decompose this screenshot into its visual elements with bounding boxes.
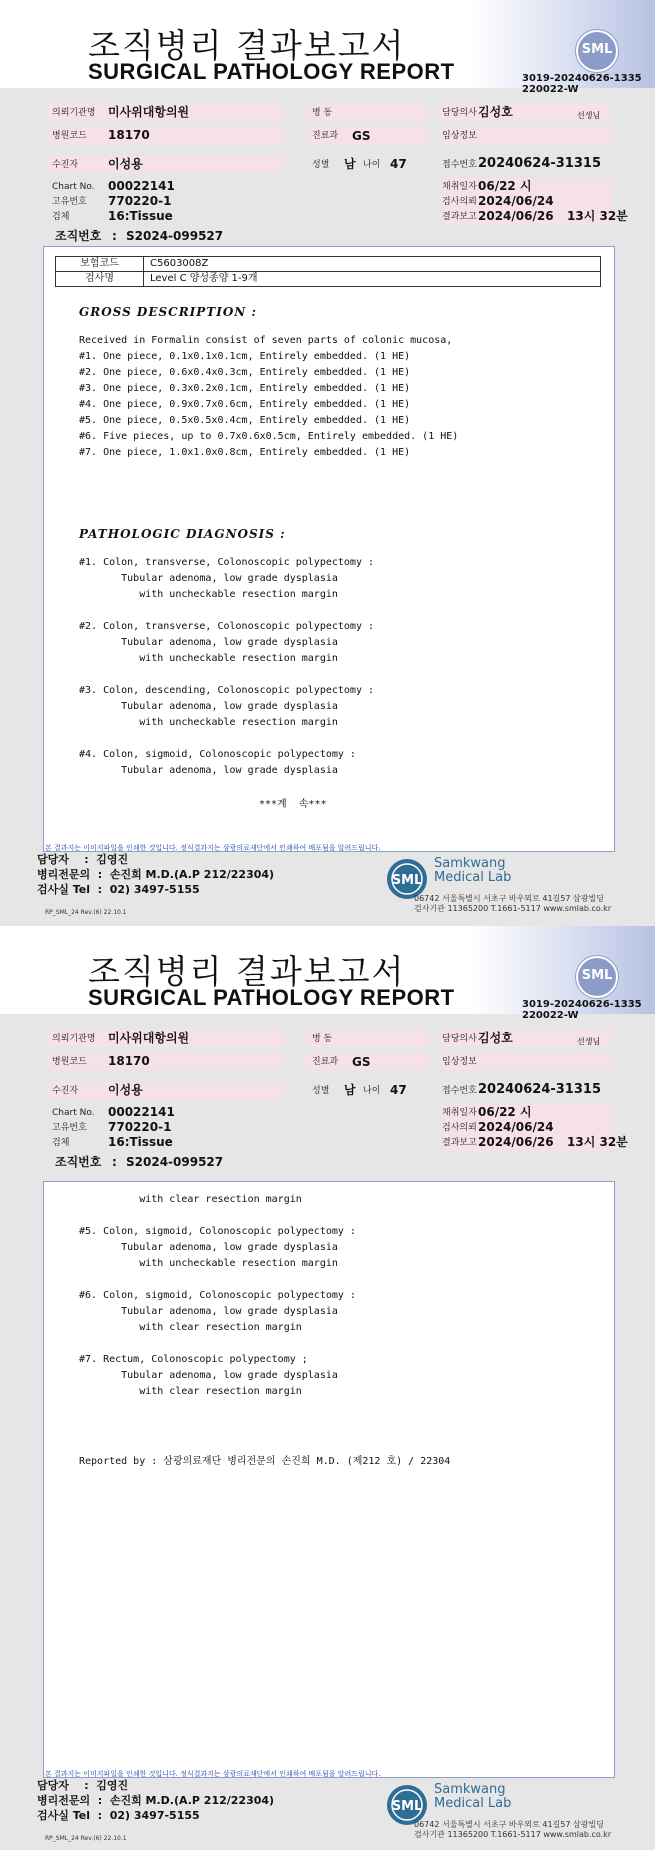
title-korean: 조직병리 결과보고서 bbox=[88, 952, 406, 991]
doc-no-line-1: 3019-20240626-1335 bbox=[522, 999, 642, 1010]
label-age: 나이 bbox=[363, 160, 381, 170]
text-line: #5. Colon, sigmoid, Colonoscopic polypectomy : bbox=[79, 1226, 356, 1237]
text-line: #5. One piece, 0.5x0.5x0.4cm, Entirely embedded. (1 HE) bbox=[79, 415, 411, 426]
logo-text: SML bbox=[581, 968, 613, 983]
diagnosis-text-continued bbox=[79, 1192, 356, 1400]
reported-by: Reported by : 삼광의료재단 병리전문의 손진희 M.D. (제212 호) / 22304 bbox=[79, 1456, 451, 1467]
pill-patient bbox=[45, 1082, 285, 1099]
text-line: #1. Colon, transverse, Colonoscopic polypectomy : bbox=[79, 557, 375, 568]
lab-address: 06742 서울특별시 서초구 바우뫼로 41길57 삼광빌딩 검사기관 11365200 T.1661-5117 www.smlab.co.kr bbox=[414, 894, 612, 913]
sml-logo-text: SML bbox=[391, 1799, 423, 1814]
text-line: with clear resection margin bbox=[79, 1386, 302, 1397]
result-time-value: 13시 32분 bbox=[567, 209, 628, 223]
text-line: Tubular adenoma, low grade dysplasia bbox=[79, 573, 338, 584]
request-date-value: 2024/06/24 bbox=[478, 194, 554, 208]
label-age: 나이 bbox=[363, 1086, 381, 1096]
label-receipt: 접수번호 bbox=[442, 160, 477, 170]
text-line: with uncheckable resection margin bbox=[79, 653, 338, 664]
result-date-value: 2024/06/26 bbox=[478, 209, 554, 223]
specimen-value: 16:Tissue bbox=[108, 209, 173, 223]
unique-no-value: 770220-1 bbox=[108, 1120, 172, 1134]
label-patient: 수진자 bbox=[52, 1086, 79, 1096]
text-line: with clear resection margin bbox=[79, 1194, 302, 1205]
doctor-value: 김성호 bbox=[478, 1031, 513, 1045]
specimen-value: 16:Tissue bbox=[108, 1135, 173, 1149]
text-line: #4. One piece, 0.9x0.7x0.6cm, Entirely embedded. (1 HE) bbox=[79, 399, 411, 410]
tissue-colon: : bbox=[112, 1155, 117, 1169]
text-line bbox=[79, 1272, 356, 1288]
chart-no-value: 00022141 bbox=[108, 179, 175, 193]
institution-value: 미사위대항의원 bbox=[108, 105, 190, 119]
text-line: Tubular adenoma, low grade dysplasia bbox=[79, 1370, 338, 1381]
receipt-no-value: 20240624-31315 bbox=[478, 1082, 601, 1097]
result-time-value: 13시 32분 bbox=[567, 1135, 628, 1149]
label-sex: 성별 bbox=[312, 1086, 330, 1096]
chart-no-value: 00022141 bbox=[108, 1105, 175, 1119]
insurance-table bbox=[55, 256, 601, 287]
result-date-value: 2024/06/26 bbox=[478, 1135, 554, 1149]
label-collect: 채취일자 bbox=[442, 1108, 477, 1118]
label-ward: 병 동 bbox=[312, 1034, 333, 1044]
label-doctor: 담당의사 bbox=[442, 1034, 477, 1044]
text-line bbox=[79, 1336, 356, 1352]
gross-description bbox=[79, 333, 458, 461]
insurance-code-label: 보험코드 bbox=[56, 257, 144, 272]
document-number bbox=[522, 999, 642, 1021]
label-dept: 진료과 bbox=[312, 1057, 339, 1067]
table-row bbox=[56, 257, 601, 272]
label-hospital-code: 병원코드 bbox=[52, 131, 87, 141]
label-result: 결과보고 bbox=[442, 1138, 477, 1148]
label-hospital-code: 병원코드 bbox=[52, 1057, 87, 1067]
collect-date-value: 06/22 시 bbox=[478, 1105, 532, 1119]
label-doctor: 담당의사 bbox=[442, 108, 477, 118]
text-line bbox=[79, 603, 374, 619]
footer-note: 본 결과지는 이미지파일을 인쇄한 것입니다. 정식결과지는 삼광의료재단에서 인쇄하여 배포됨을 알려드립니다. bbox=[45, 1770, 381, 1778]
text-line: Tubular adenoma, low grade dysplasia bbox=[79, 701, 338, 712]
collect-date-value: 06/22 시 bbox=[478, 179, 532, 193]
diagnosis-text bbox=[79, 555, 374, 779]
title-korean: 조직병리 결과보고서 bbox=[88, 26, 406, 65]
label-sex: 성별 bbox=[312, 160, 330, 170]
sex-value: 남 bbox=[344, 1083, 356, 1097]
text-line: Tubular adenoma, low grade dysplasia bbox=[79, 1306, 338, 1317]
text-line: Received in Formalin consist of seven parts of colonic mucosa, bbox=[79, 335, 453, 346]
text-line: #3. One piece, 0.3x0.2x0.1cm, Entirely embedded. (1 HE) bbox=[79, 383, 411, 394]
doctor-suffix: 선생님 bbox=[577, 111, 601, 120]
text-line: with uncheckable resection margin bbox=[79, 717, 338, 728]
document-number bbox=[522, 73, 642, 95]
unique-no-value: 770220-1 bbox=[108, 194, 172, 208]
doctor-value: 김성호 bbox=[478, 105, 513, 119]
text-line: Tubular adenoma, low grade dysplasia bbox=[79, 765, 338, 776]
text-line: with clear resection margin bbox=[79, 1322, 302, 1333]
text-line: #3. Colon, descending, Colonoscopic polypectomy : bbox=[79, 685, 375, 696]
pill-patient bbox=[45, 156, 285, 173]
logo-text: SML bbox=[581, 42, 613, 57]
sex-value: 남 bbox=[344, 157, 356, 171]
institution-value: 미사위대항의원 bbox=[108, 1031, 190, 1045]
lab-name-line-1: Samkwang bbox=[434, 856, 506, 871]
text-line: #2. Colon, transverse, Colonoscopic polypectomy : bbox=[79, 621, 375, 632]
text-line bbox=[79, 667, 374, 683]
lab-address: 06742 서울특별시 서초구 바우뫼로 41길57 삼광빌딩 검사기관 11365200 T.1661-5117 www.smlab.co.kr bbox=[414, 1820, 612, 1839]
doc-no-line-2: 220022-W bbox=[522, 1010, 579, 1021]
label-receipt: 접수번호 bbox=[442, 1086, 477, 1096]
revision-label: RP_SML_24 Rev.(6) 22.10.1 bbox=[45, 909, 127, 916]
label-result: 결과보고 bbox=[442, 212, 477, 222]
request-date-value: 2024/06/24 bbox=[478, 1120, 554, 1134]
label-institution: 의뢰기관명 bbox=[52, 1034, 96, 1044]
label-collect: 채취일자 bbox=[442, 182, 477, 192]
tissue-no-value: S2024-099527 bbox=[126, 229, 224, 243]
receipt-no-value: 20240624-31315 bbox=[478, 156, 601, 171]
tissue-colon: : bbox=[112, 229, 117, 243]
title-english: SURGICAL PATHOLOGY REPORT bbox=[88, 985, 455, 1010]
label-clinical: 임상정보 bbox=[442, 131, 477, 141]
gross-heading: GROSS DESCRIPTION : bbox=[79, 305, 257, 319]
label-request: 검사의뢰 bbox=[442, 197, 477, 207]
label-patient: 수진자 bbox=[52, 160, 79, 170]
report-body bbox=[43, 1181, 615, 1778]
test-name-value: Level C 양성종양 1-9개 bbox=[144, 272, 601, 287]
text-line bbox=[79, 1208, 356, 1224]
doc-no-line-1: 3019-20240626-1335 bbox=[522, 73, 642, 84]
label-ward: 병 동 bbox=[312, 108, 333, 118]
text-line: Tubular adenoma, low grade dysplasia bbox=[79, 1242, 338, 1253]
tissue-no-value: S2024-099527 bbox=[126, 1155, 224, 1169]
label-request: 검사의뢰 bbox=[442, 1123, 477, 1133]
staff-info: 담당자 : 김영진 병리전문의 : 손진희 M.D.(A.P 212/22304) 검사실 Tel : 02) 3497-5155 bbox=[37, 853, 275, 896]
staff-info: 담당자 : 김영진 병리전문의 : 손진희 M.D.(A.P 212/22304) 검사실 Tel : 02) 3497-5155 bbox=[37, 1779, 275, 1822]
text-line: with uncheckable resection margin bbox=[79, 589, 338, 600]
label-institution: 의뢰기관명 bbox=[52, 108, 96, 118]
text-line: #7. Rectum, Colonoscopic polypectomy ; bbox=[79, 1354, 308, 1365]
sml-logo-icon bbox=[576, 30, 618, 72]
diagnosis-heading: PATHOLOGIC DIAGNOSIS : bbox=[79, 527, 286, 541]
dept-value: GS bbox=[352, 129, 371, 143]
report-body bbox=[43, 246, 615, 852]
age-value: 47 bbox=[390, 1083, 407, 1097]
doc-no-line-2: 220022-W bbox=[522, 84, 579, 95]
report-page-1 bbox=[0, 0, 655, 924]
lab-name-line-2: Medical Lab bbox=[434, 870, 512, 885]
text-line: #2. One piece, 0.6x0.4x0.3cm, Entirely embedded. (1 HE) bbox=[79, 367, 411, 378]
hospital-code-value: 18170 bbox=[108, 128, 150, 142]
label-tissue: 조직번호 bbox=[55, 1155, 102, 1169]
dept-value: GS bbox=[352, 1055, 371, 1069]
label-chart: Chart No. bbox=[52, 1108, 95, 1118]
sml-logo-text: SML bbox=[391, 873, 423, 888]
lab-name-line-2: Medical Lab bbox=[434, 1796, 512, 1811]
title-english: SURGICAL PATHOLOGY REPORT bbox=[88, 59, 455, 84]
label-dept: 진료과 bbox=[312, 131, 339, 141]
text-line: #6. Five pieces, up to 0.7x0.6x0.5cm, Entirely embedded. (1 HE) bbox=[79, 431, 459, 442]
table-row bbox=[56, 272, 601, 287]
sml-logo-icon bbox=[576, 956, 618, 998]
continued-mark: ***계 속*** bbox=[259, 799, 327, 810]
label-unique: 고유번호 bbox=[52, 1123, 87, 1133]
patient-name-value: 이성용 bbox=[108, 1083, 143, 1097]
report-page-2 bbox=[0, 926, 655, 1850]
patient-name-value: 이성용 bbox=[108, 157, 143, 171]
lab-name-line-1: Samkwang bbox=[434, 1782, 506, 1797]
text-line bbox=[79, 731, 374, 747]
text-line: #7. One piece, 1.0x1.0x0.8cm, Entirely embedded. (1 HE) bbox=[79, 447, 411, 458]
label-tissue: 조직번호 bbox=[55, 229, 102, 243]
age-value: 47 bbox=[390, 157, 407, 171]
test-name-label: 검사명 bbox=[56, 272, 144, 287]
label-clinical: 임상정보 bbox=[442, 1057, 477, 1067]
text-line: Tubular adenoma, low grade dysplasia bbox=[79, 637, 338, 648]
revision-label: RP_SML_24 Rev.(6) 22.10.1 bbox=[45, 1835, 127, 1842]
insurance-code-value: C5603008Z bbox=[144, 257, 601, 272]
hospital-code-value: 18170 bbox=[108, 1054, 150, 1068]
doctor-suffix: 선생님 bbox=[577, 1037, 601, 1046]
text-line: #6. Colon, sigmoid, Colonoscopic polypectomy : bbox=[79, 1290, 356, 1301]
footer-note: 본 결과지는 이미지파일을 인쇄한 것입니다. 정식결과지는 삼광의료재단에서 인쇄하여 배포됨을 알려드립니다. bbox=[45, 844, 381, 852]
label-specimen: 검체 bbox=[52, 1138, 70, 1148]
text-line: #1. One piece, 0.1x0.1x0.1cm, Entirely embedded. (1 HE) bbox=[79, 351, 411, 362]
label-specimen: 검체 bbox=[52, 212, 70, 222]
text-line: with uncheckable resection margin bbox=[79, 1258, 338, 1269]
label-chart: Chart No. bbox=[52, 182, 95, 192]
text-line: #4. Colon, sigmoid, Colonoscopic polypectomy : bbox=[79, 749, 356, 760]
label-unique: 고유번호 bbox=[52, 197, 87, 207]
